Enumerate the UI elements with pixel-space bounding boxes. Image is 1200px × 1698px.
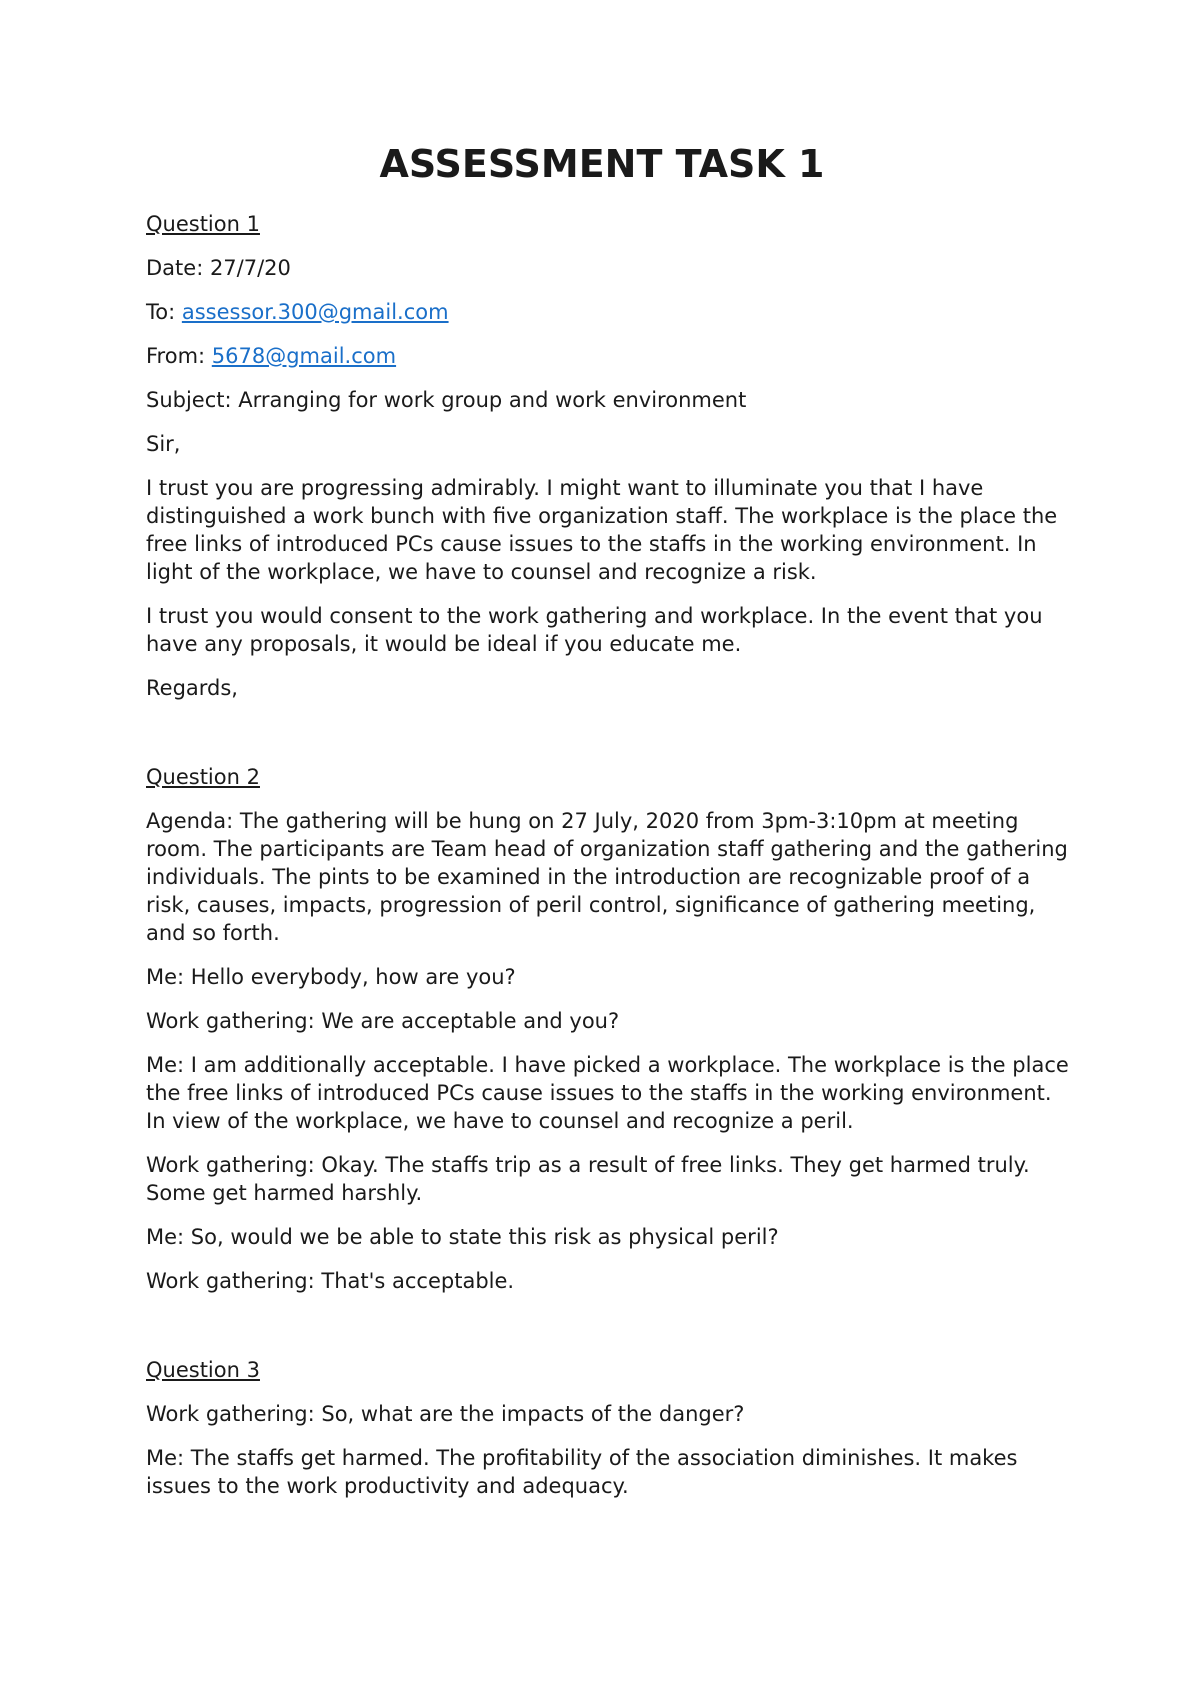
section-spacer: [146, 718, 1076, 763]
email-salutation: Sir,: [146, 432, 181, 456]
dialogue-line: Work gathering: So, what are the impacts of the danger?: [146, 1402, 745, 1426]
email-to-label: To:: [146, 300, 182, 324]
dialogue-line: Me: I am additionally acceptable. I have picked a workplace. The workplace is the place the free links of introduced PCs cause issues to the staffs in the working environment. In view of the workplace, we have to counsel and recognize a peril.: [146, 1053, 1069, 1133]
email-to-line: [146, 298, 1076, 326]
question-3-heading: Question 3: [146, 1358, 260, 1382]
email-from-link[interactable]: 5678@gmail.com: [211, 344, 397, 368]
page-title: ASSESSMENT TASK 1: [379, 142, 825, 186]
email-date: Date: 27/7/20: [146, 256, 291, 280]
email-paragraph-1: I trust you are progressing admirably. I might want to illuminate you that I have distinguished a work bunch with five organization staff. The workplace is the place the free links of introduced PCs cause issues to the staffs in the working environment. In light of the workplace, we have to counsel and recognize a risk.: [146, 476, 1058, 584]
email-subject: Subject: Arranging for work group and work environment: [146, 388, 747, 412]
dialogue-line: Me: The staffs get harmed. The profitability of the association diminishes. It makes issues to the work productivity and adequacy.: [146, 1446, 1018, 1498]
document-body: [146, 140, 1076, 1516]
question-1-heading: Question 1: [146, 212, 260, 236]
email-paragraph-2: I trust you would consent to the work gathering and workplace. In the event that you have any proposals, it would be ideal if you educate me.: [146, 604, 1043, 656]
dialogue-line: Work gathering: That's acceptable.: [146, 1269, 515, 1293]
email-from-line: [146, 342, 1076, 370]
section-spacer: [146, 1311, 1076, 1356]
question-2-heading: Question 2: [146, 765, 260, 789]
email-from-label: From:: [146, 344, 212, 368]
dialogue-line: Me: So, would we be able to state this risk as physical peril?: [146, 1225, 779, 1249]
meeting-agenda: Agenda: The gathering will be hung on 27 July, 2020 from 3pm-3:10pm at meeting room. The participants are Team head of organization staff gathering and the gathering individuals. The pints to be examined in the introduction are recognizable proof of a risk, causes, impacts, progression of peril control, significance of gathering meeting, and so forth.: [146, 809, 1068, 945]
dialogue-line: Work gathering: We are acceptable and you?: [146, 1009, 620, 1033]
dialogue-line: Work gathering: Okay. The staffs trip as a result of free links. They get harmed truly. Some get harmed harshly.: [146, 1153, 1030, 1205]
dialogue-line: Me: Hello everybody, how are you?: [146, 965, 516, 989]
email-closing: Regards,: [146, 676, 238, 700]
email-to-link[interactable]: assessor.300@gmail.com: [181, 300, 449, 324]
